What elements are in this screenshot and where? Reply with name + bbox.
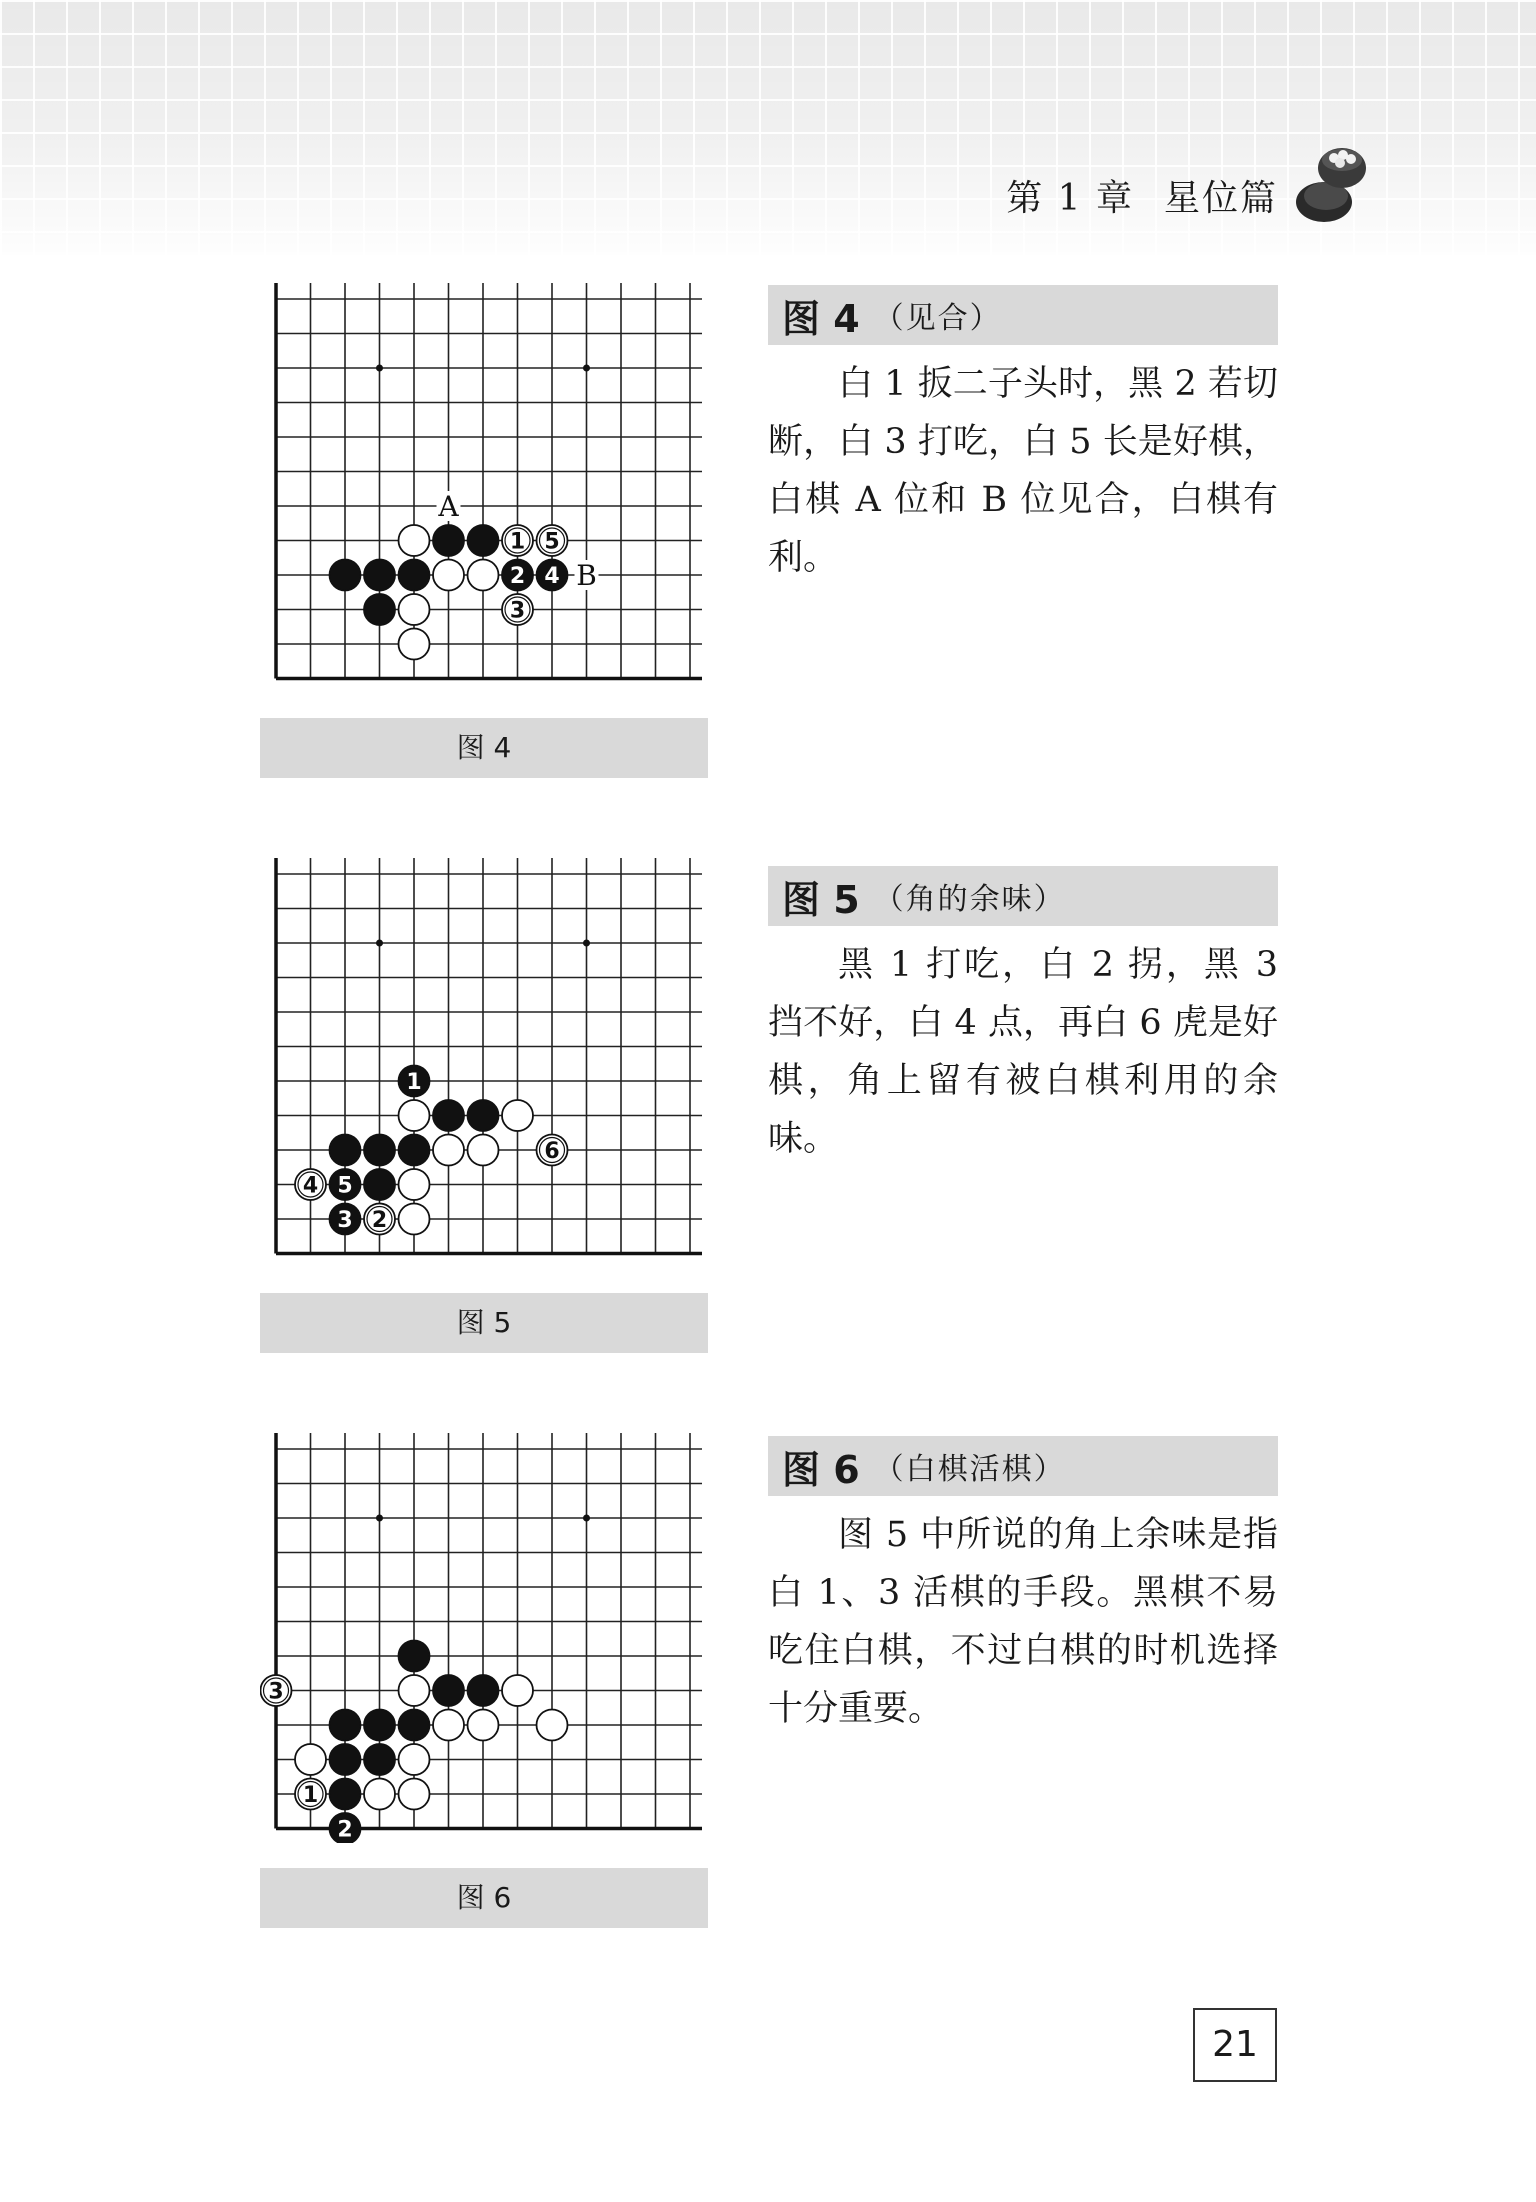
black-stone [330,1710,361,1741]
go-diagram-fig5 [260,858,720,1268]
black-stone [433,1675,464,1706]
move-number-label: 1 [509,529,526,555]
white-stone [399,1204,430,1235]
white-stone [468,560,499,591]
white-stone [399,1169,430,1200]
move-number-label: 4 [544,564,560,589]
move-number-label: 5 [337,1173,353,1199]
white-stone [537,1710,568,1741]
move-number-label: 3 [509,598,526,624]
white-stone [468,1710,499,1741]
black-stone [330,1779,361,1810]
black-stone [364,1744,395,1775]
black-stone [364,1135,395,1166]
section-fig5 [768,866,1278,1168]
black-stone [468,525,499,556]
black-stone [399,1135,430,1166]
white-stone [399,1675,430,1706]
chapter-number: 第 1 章 [1006,178,1134,219]
heading-subtitle: （见合） [873,301,1002,336]
move-number-label: 1 [406,1070,422,1095]
section-fig6 [768,1436,1278,1738]
black-stone [364,1169,395,1200]
black-stone [468,1675,499,1706]
white-stone [468,1135,499,1166]
white-stone [433,1135,464,1166]
white-stone [399,594,430,625]
white-stone [399,1100,430,1131]
move-number-label: 2 [509,564,526,589]
star-point [376,940,383,947]
move-number-label: 5 [544,529,560,555]
black-stone [364,594,395,625]
section-fig4 [768,285,1278,587]
move-number-label: 4 [302,1173,319,1199]
white-stone [433,1710,464,1741]
body-paragraph: 黑 1 打吃，白 2 拐，黑 3 挡不好，白 4 点，再白 6 虎是好棋，角上留有被白棋利用的余味。 [768,945,1278,1159]
black-stone [433,1100,464,1131]
star-point [376,1515,383,1522]
heading-number: 图 6 [782,1447,860,1492]
white-stone [433,560,464,591]
move-number-label: 2 [371,1208,388,1233]
white-stone [399,629,430,660]
body-paragraph: 图 5 中所说的角上余味是指白 1、3 活棋的手段。黑棋不易吃住白棋，不过白棋的时机选择十分重要。 [768,1515,1278,1729]
black-stone [399,1710,430,1741]
white-stone [399,1744,430,1775]
point-mark-label: A [438,490,459,523]
heading-number: 图 4 [782,296,860,341]
heading-number: 图 5 [782,877,860,922]
star-point [583,1515,590,1522]
heading-subtitle: （白棋活棋） [873,1452,1066,1487]
move-number-label: 3 [337,1208,353,1233]
board-grid [276,283,702,679]
black-stone [364,560,395,591]
figure-caption-fig4: 图 4 [260,718,708,778]
section-heading [768,866,1278,926]
section-heading [768,1436,1278,1496]
body-paragraph: 白 1 扳二子头时，黑 2 若切断，白 3 打吃，白 5 长是好棋，白棋 A 位和 B 位见合，白棋有利。 [768,364,1278,578]
move-number-label: 6 [544,1139,560,1164]
white-stone [502,1100,533,1131]
figure-caption-fig6: 图 6 [260,1868,708,1928]
black-stone [433,525,464,556]
star-point [583,940,590,947]
white-stone [399,525,430,556]
move-number-label: 2 [337,1817,353,1843]
black-stone [399,1641,430,1672]
black-stone [399,560,430,591]
black-stone [468,1100,499,1131]
black-stone [330,1135,361,1166]
point-mark-label: B [576,559,597,592]
white-stone [295,1744,326,1775]
page-number: 21 [1193,2008,1277,2082]
move-number-label: 1 [302,1783,319,1808]
section-name: 星位篇 [1163,178,1278,219]
go-diagram-fig4 [260,283,720,693]
heading-subtitle: （角的余味） [873,882,1066,917]
star-point [583,365,590,372]
star-point [376,365,383,372]
go-bowl-icon [1290,138,1370,228]
black-stone [364,1710,395,1741]
white-stone [502,1675,533,1706]
move-number-label: 3 [268,1679,284,1705]
white-stone [364,1779,395,1810]
figure-caption-fig5: 图 5 [260,1293,708,1353]
go-diagram-fig6 [260,1433,720,1843]
black-stone [330,1744,361,1775]
white-stone [399,1779,430,1810]
chapter-title [1006,170,1278,221]
black-stone [330,560,361,591]
section-heading [768,285,1278,345]
